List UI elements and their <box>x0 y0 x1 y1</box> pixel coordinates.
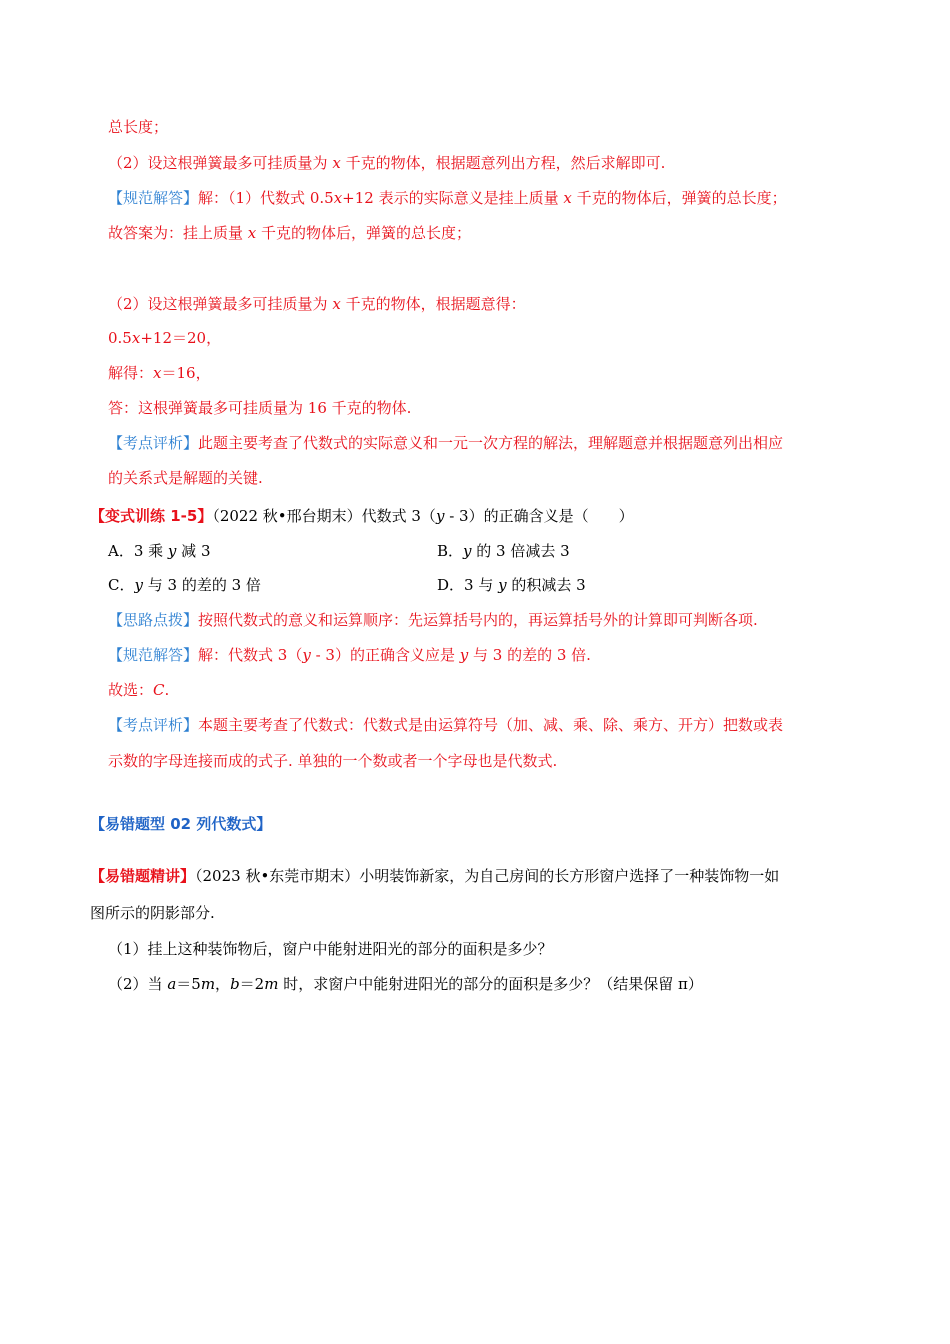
evaluation-tag-2: 【考点评析】 <box>108 716 199 734</box>
hint-tag: 【思路点拨】 <box>108 611 199 629</box>
question-tag: 【变式训练 1-5】 <box>90 507 213 525</box>
evaluation-line-1: 【考点评析】本题主要考查了代数式：代数式是由运算符号（加、减、乘、除、乘方、开方）把数或表 <box>108 716 784 734</box>
solution-line-7: 解得：x＝16， <box>108 364 211 382</box>
hint-line: 【思路点拨】按照代数式的意义和运算顺序：先运算括号内的，再运算括号外的计算即可判断各项. <box>108 611 758 629</box>
answer-tag: 【规范解答】 <box>108 189 199 207</box>
choose-line: 故选：C. <box>108 681 170 699</box>
question-1-5-stem: 【变式训练 1-5】（2022 秋•邢台期末）代数式 3（y - 3）的正确含义是（ ） <box>90 507 634 525</box>
option-b: B．y 的 3 倍减去 3 <box>437 542 570 560</box>
question-2-part-2: （2）当 a＝5m，b＝2m 时，求窗户中能射进阳光的部分的面积是多少？（结果保留 π） <box>108 975 703 993</box>
option-c: C．y 与 3 的差的 3 倍 <box>108 576 261 594</box>
evaluation-tag: 【考点评析】 <box>108 434 199 452</box>
solution-line-9: 【考点评析】此题主要考查了代数式的实际意义和一元一次方程的解法，理解题意并根据题意列出相应 <box>108 434 784 452</box>
solution-line-10: 的关系式是解题的关键. <box>108 469 263 487</box>
solution-line-2: （2）设这根弹簧最多可挂质量为 x 千克的物体，根据题意列出方程，然后求解即可. <box>108 154 666 172</box>
question-2-stem-1: 【易错题精讲】（2023 秋•东莞市期末）小明装饰新家，为自己房间的长方形窗户选择了一种装饰物一如 <box>90 867 780 885</box>
solution-line-3: 【规范解答】解：（1）代数式 0.5x+12 表示的实际意义是挂上质量 x 千克的物体后，弹簧的总长度； <box>108 189 787 207</box>
option-d: D．3 与 y 的积减去 3 <box>437 576 586 594</box>
answer-tag-2: 【规范解答】 <box>108 646 199 664</box>
question-2-part-1: （1）挂上这种装饰物后，窗户中能射进阳光的部分的面积是多少？ <box>108 940 553 958</box>
option-a: A．3 乘 y 减 3 <box>108 542 211 560</box>
answer-line: 【规范解答】解：代数式 3（y - 3）的正确含义应是 y 与 3 的差的 3 倍. <box>108 646 591 664</box>
solution-line-1: 总长度； <box>108 118 169 136</box>
solution-line-6: 0.5x+12＝20， <box>108 329 222 347</box>
solution-line-8: 答：这根弹簧最多可挂质量为 16 千克的物体. <box>108 399 412 417</box>
evaluation-line-2: 示数的字母连接而成的式子. 单独的一个数或者一个字母也是代数式. <box>108 752 558 770</box>
section-heading: 【易错题型 02 列代数式】 <box>90 815 272 833</box>
solution-line-5: （2）设这根弹簧最多可挂质量为 x 千克的物体，根据题意得： <box>108 295 526 313</box>
solution-line-4: 故答案为：挂上质量 x 千克的物体后，弹簧的总长度； <box>108 224 472 242</box>
question-2-tag: 【易错题精讲】 <box>90 867 196 885</box>
question-2-stem-2: 图所示的阴影部分. <box>90 904 215 922</box>
